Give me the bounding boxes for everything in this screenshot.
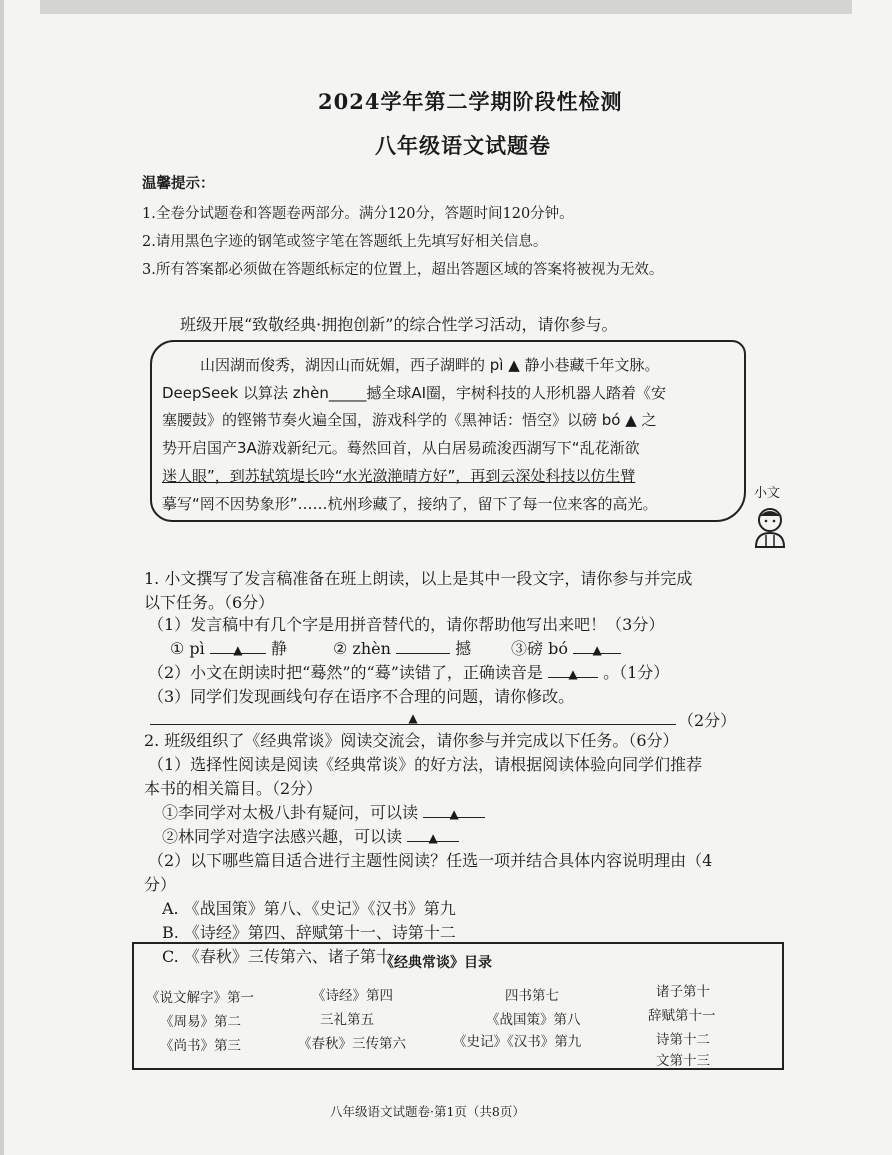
toc-entry: 四书第七 bbox=[505, 988, 559, 1004]
toc-entry: 《战国策》第八 bbox=[486, 1012, 581, 1028]
q2-item: ①李同学对太极八卦有疑问，可以读 bbox=[162, 803, 419, 822]
q1-part2-score: 。（1分） bbox=[603, 663, 670, 682]
speech-line: 摹写“罔不因势象形”……杭州珍藏了，接纳了，留下了每一位来客的高光。 bbox=[162, 495, 658, 513]
q1-part1: （1）发言稿中有几个字是用拼音替代的，请你帮助他写出来吧！（3分） bbox=[148, 615, 665, 634]
q1-part3-score: （2分） bbox=[678, 711, 737, 730]
tip-item: 3.所有答案都必须做在答题纸标定的位置上，超出答题区域的答案将被视为无效。 bbox=[142, 262, 664, 278]
toc-entry: 三礼第五 bbox=[320, 1012, 374, 1028]
answer-blank[interactable] bbox=[423, 803, 485, 821]
toc-entry: 《说文解字》第一 bbox=[146, 990, 254, 1006]
speech-line: 塞腰鼓》的铿锵节奏火遍全国，游戏科学的《黑神话：悟空》以磅 bó ▲ 之 bbox=[162, 411, 657, 429]
q1-answer-label: ② zhèn bbox=[333, 639, 391, 658]
q1-stem: 以下任务。（6分） bbox=[144, 593, 275, 612]
speaker-label: 小文 bbox=[754, 486, 781, 501]
scan-edge-top bbox=[40, 0, 852, 14]
answer-blank[interactable] bbox=[210, 639, 266, 657]
triangle-icon: ▲ bbox=[592, 643, 602, 657]
answer-line[interactable] bbox=[150, 710, 676, 725]
exam-subtitle: 八年级语文试题卷 bbox=[375, 133, 551, 158]
toc-entry: 诗第十二 bbox=[656, 1032, 710, 1048]
tip-item: 1.全卷分试题卷和答题卷两部分。满分120分，答题时间120分钟。 bbox=[142, 206, 574, 222]
q2-stem: 2. 班级组织了《经典常谈》阅读交流会，请你参与并完成以下任务。（6分） bbox=[144, 731, 679, 750]
q1-part3: （3）同学们发现画线句存在语序不合理的问题，请你修改。 bbox=[148, 687, 575, 706]
toc-entry: 辞赋第十一 bbox=[648, 1008, 716, 1024]
q1-part2: （2）小文在朗读时把“蓦然”的“蓦”读错了，正确读音是 bbox=[148, 663, 543, 682]
answer-blank[interactable] bbox=[407, 827, 459, 845]
activity-intro: 班级开展“致敬经典·拥抱创新”的综合性学习活动，请你参与。 bbox=[180, 315, 618, 334]
q2-option-a: A. 《战国策》第八、《史记》《汉书》第九 bbox=[162, 899, 456, 918]
toc-entry: 《周易》第二 bbox=[160, 1014, 241, 1030]
triangle-icon: ▲ bbox=[233, 643, 243, 657]
q1-answer-label: ① pì bbox=[170, 639, 205, 658]
toc-entry: 文第十三 bbox=[656, 1053, 710, 1069]
q2-option-c: C. 《春秋》三传第六、诸子第十 bbox=[162, 944, 396, 967]
q2-part2: 分） bbox=[144, 875, 177, 894]
speech-line: 势开启国产3A游戏新纪元。蓦然回首，从白居易疏浚西湖写下“乱花渐欲 bbox=[162, 439, 640, 457]
scan-edge bbox=[0, 0, 4, 1155]
speech-line: DeepSeek 以算法 zhèn_____撼全球AI圈，宇树科技的人形机器人踏着《安 bbox=[162, 384, 667, 402]
tip-item: 2.请用黑色字迹的钢笔或签字笔在答题纸上先填写好相关信息。 bbox=[142, 234, 548, 250]
triangle-icon: ▲ bbox=[568, 667, 578, 681]
triangle-icon: ▲ bbox=[449, 807, 459, 821]
tips-heading: 温馨提示： bbox=[142, 175, 215, 192]
toc-entry: 《尚书》第三 bbox=[160, 1038, 241, 1054]
q1-answer-label: ③磅 bó bbox=[511, 639, 568, 658]
speech-line-underlined: 迷人眼”，到苏轼筑堤长吟“水光潋滟晴方好”，再到云深处科技以仿生臂 bbox=[162, 467, 636, 485]
page-footer: 八年级语文试题卷·第1页（共8页） bbox=[330, 1104, 525, 1119]
toc-entry: 诸子第十 bbox=[656, 984, 710, 1000]
q2-part2: （2）以下哪些篇目适合进行主题性阅读？任选一项并结合具体内容说明理由（4 bbox=[148, 851, 713, 870]
q2-part1: （1）选择性阅读是阅读《经典常谈》的好方法，请根据阅读体验向同学们推荐 bbox=[148, 755, 703, 774]
student-avatar-icon bbox=[752, 506, 788, 548]
q2-option-b: B. 《诗经》第四、辞赋第十一、诗第十二 bbox=[162, 923, 456, 942]
exam-title: 2024学年第二学期阶段性检测 bbox=[318, 89, 623, 114]
speech-line: 山因湖而俊秀，湖因山而妩媚，西子湖畔的 pì ▲ 静小巷藏千年文脉。 bbox=[200, 356, 660, 374]
answer-blank[interactable] bbox=[396, 639, 450, 654]
q1-stem: 1. 小文撰写了发言稿准备在班上朗读，以上是其中一段文字，请你参与并完成 bbox=[144, 569, 693, 588]
toc-entry: 《史记》《汉书》第九 bbox=[453, 1034, 582, 1050]
q1-answer-suffix: 撼 bbox=[455, 639, 472, 658]
toc-entry: 《春秋》三传第六 bbox=[298, 1036, 406, 1052]
q1-answer-suffix: 静 bbox=[270, 639, 287, 658]
triangle-icon: ▲ bbox=[408, 711, 418, 725]
answer-blank[interactable] bbox=[573, 639, 621, 657]
toc-entry: 《诗经》第四 bbox=[312, 988, 393, 1004]
q2-item: ②林同学对造字法感兴趣，可以读 bbox=[162, 827, 403, 846]
triangle-icon: ▲ bbox=[428, 831, 438, 845]
answer-blank[interactable] bbox=[548, 663, 598, 681]
toc-title: 《经典常谈》目录 bbox=[380, 955, 492, 971]
q2-part1: 本书的相关篇目。（2分） bbox=[144, 779, 323, 798]
